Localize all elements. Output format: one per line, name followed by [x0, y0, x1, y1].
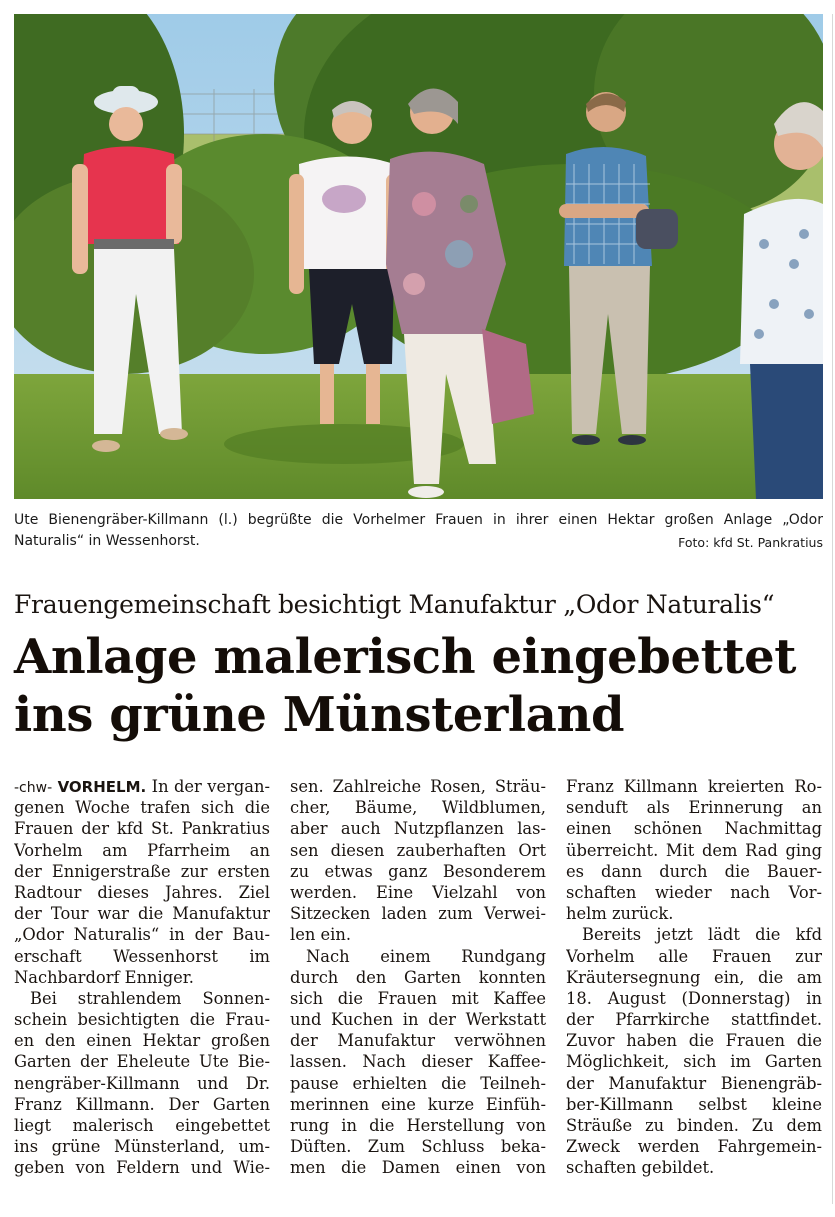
column-line: sen. Zahlreiche Rosen, Sträu- — [290, 777, 546, 796]
column-line: schaften wieder nach Vor- — [566, 882, 822, 902]
column-line: Kräutersegnung ein, die am — [566, 967, 822, 987]
column-line: zu etwas ganz Besonderem — [290, 861, 546, 881]
column-line: ber-Killmann selbst kleine — [566, 1094, 822, 1114]
column-line: es dann durch die Bauer- — [566, 861, 822, 881]
column-line: Garten der Eheleute Ute Bie- — [14, 1052, 270, 1072]
column-line: men die Damen einen von — [290, 1158, 546, 1178]
page-edge-rule — [832, 14, 833, 1204]
dateline: VORHELM. — [57, 778, 147, 796]
byline: -chw- — [14, 780, 53, 796]
column-line: sich die Frauen mit Kaffee — [290, 988, 546, 1008]
column-line: überreicht. Mit dem Rad ging — [566, 840, 822, 860]
column-line: geben von Feldern und Wie- — [14, 1158, 270, 1178]
column-line: helm zurück. — [566, 904, 674, 924]
column-line: Sträuße zu binden. Zu dem — [566, 1116, 822, 1135]
column-line: lassen. Nach dieser Kaffee- — [290, 1052, 546, 1072]
column-line: erschaft Wessenhorst im — [14, 946, 270, 966]
column-line: „Odor Naturalis“ in der Bau- — [14, 925, 270, 945]
column-line-text: In der vergan- — [151, 777, 270, 796]
column-line: der Ennigerstraße zur ersten — [14, 861, 270, 881]
column-line: rung in die Herstellung von — [290, 1116, 546, 1135]
photo-credit: Foto: kfd St. Pankratius — [678, 535, 823, 550]
column-line: Franz Killmann. Der Garten — [14, 1094, 270, 1114]
column-line: Möglichkeit, sich im Garten — [566, 1052, 822, 1072]
article-headline — [14, 628, 823, 744]
photo-caption: Ute Bienengräber-Killmann (l.) begrüßte die Vorhelmer Frauen in ihrer einen Hektar großen Anlage „Odor Naturalis“ in Wessenhorst. — [14, 512, 823, 549]
column-line: Bei strahlendem Sonnen- — [30, 988, 270, 1008]
column-line: Zweck werden Fahrgemein- — [566, 1137, 822, 1157]
column-line: sen diesen zauberhaften Ort — [290, 840, 546, 860]
column-line: Frauen der kfd St. Pankratius — [14, 819, 270, 839]
column-line: len ein. — [290, 925, 352, 945]
column-line: Bereits jetzt lädt die kfd — [582, 925, 822, 945]
column-line: Zuvor haben die Frauen die — [566, 1031, 822, 1051]
column-line: der Manufaktur Bienengräb- — [566, 1073, 822, 1093]
column-line: Franz Killmann kreierten Ro- — [566, 777, 822, 796]
column-line: durch den Garten konnten — [290, 967, 546, 987]
column-line: der Pfarrkirche stattfindet. — [566, 1010, 822, 1030]
column-line: werden. Eine Vielzahl von — [290, 882, 546, 902]
column-line: schein besichtigten die Frau- — [14, 1010, 270, 1030]
article-column-2 — [290, 776, 546, 1179]
column-line: cher, Bäume, Wildblumen, — [290, 798, 546, 818]
article-column-1 — [14, 776, 270, 1179]
column-line: Vorhelm alle Frauen zur — [566, 946, 822, 966]
column-line: Radtour dieses Jahres. Ziel — [14, 882, 270, 902]
article-photo — [14, 14, 823, 499]
column-line: der Tour war die Manufaktur — [14, 904, 270, 924]
column-line: Nachbardorf Enniger. — [14, 967, 194, 987]
headline-line-2: ins grüne Münsterland — [14, 687, 625, 743]
column-line: aber auch Nutzpflanzen las- — [290, 819, 546, 839]
headline-line-1: Anlage malerisch eingebettet — [14, 629, 797, 685]
column-line: ins grüne Münsterland, um- — [14, 1137, 270, 1157]
column-line: Düften. Zum Schluss beka- — [290, 1137, 546, 1157]
article-kicker: Frauengemeinschaft besichtigt Manufaktur „Odor Naturalis“ — [14, 590, 775, 619]
column-line: und Kuchen in der Werkstatt — [290, 1010, 546, 1030]
column-line: Vorhelm am Pfarrheim an — [14, 840, 270, 860]
column-line: 18. August (Donnerstag) in — [566, 988, 822, 1008]
column-line: liegt malerisch eingebettet — [14, 1116, 270, 1135]
column-line: nengräber-Killmann und Dr. — [14, 1073, 270, 1093]
column-line: pause erhielten die Teilneh- — [290, 1073, 546, 1093]
column-line: schaften gebildet. — [566, 1158, 715, 1178]
column-line: merinnen eine kurze Einfüh- — [290, 1094, 546, 1114]
column-line: en den einen Hektar großen — [14, 1031, 270, 1051]
column-line: senduft als Erinnerung an — [566, 798, 822, 818]
column-line: genen Woche trafen sich die — [14, 798, 270, 818]
column-line: einen schönen Nachmittag — [566, 819, 822, 839]
column-line — [14, 776, 270, 797]
column-line: Sitzecken laden zum Verwei- — [290, 904, 546, 924]
column-line: Nach einem Rundgang — [306, 946, 546, 966]
article-column-3 — [566, 776, 822, 1179]
column-line: der Manufaktur verwöhnen — [290, 1031, 546, 1051]
